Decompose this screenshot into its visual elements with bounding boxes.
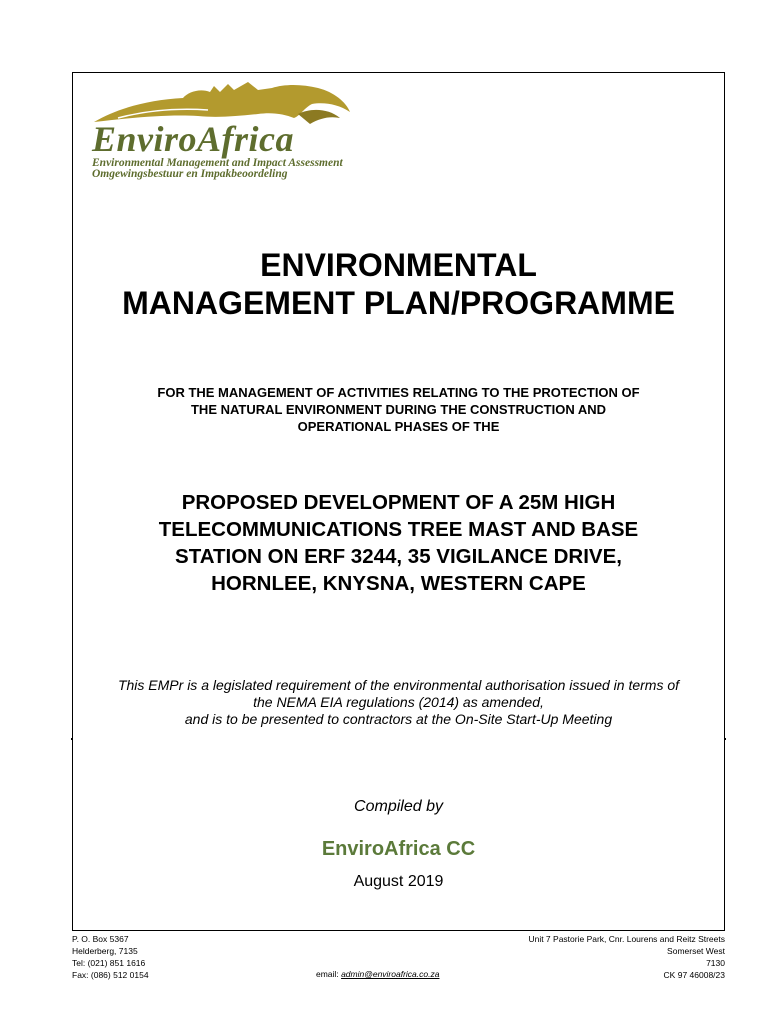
footer-line: Fax: (086) 512 0154 [72, 970, 149, 980]
project-description [72, 489, 725, 597]
legal-line: This EMPr is a legislated requirement of the environmental authorisation issued in terms of [117, 677, 680, 693]
subtitle-line: OPERATIONAL PHASES OF THE [297, 419, 500, 434]
subtitle-line: FOR THE MANAGEMENT OF ACTIVITIES RELATING TO THE PROTECTION OF [157, 385, 640, 400]
project-line: HORNLEE, KNYSNA, WESTERN CAPE [211, 572, 586, 595]
compiled-by-label: Compiled by [354, 798, 443, 815]
footer-line: CK 97 46008/23 [663, 970, 725, 980]
project-line: PROPOSED DEVELOPMENT OF A 25M HIGH [181, 491, 616, 514]
project-line: TELECOMMUNICATIONS TREE MAST AND BASE [158, 518, 639, 541]
logo-tagline-english: Environmental Management and Impact Assessment [92, 157, 343, 169]
email-label: email: [316, 969, 339, 979]
logo-wordmark: EnviroAfrica [92, 119, 295, 159]
footer-email [316, 969, 439, 979]
document-title [72, 246, 725, 322]
document-subtitle [72, 384, 725, 435]
footer-line: Helderberg, 7135 [72, 946, 138, 956]
project-line: STATION ON ERF 3244, 35 VIGILANCE DRIVE, [175, 545, 622, 568]
footer-line: 7130 [706, 958, 725, 968]
subtitle-line: THE NATURAL ENVIRONMENT DURING THE CONSTRUCTION AND [190, 402, 607, 417]
margin-mark [724, 738, 726, 740]
footer-postal-address [72, 933, 149, 981]
margin-mark [71, 738, 73, 740]
footer-line: Unit 7 Pastorie Park, Cnr. Lourens and Reitz Streets [528, 934, 725, 944]
legal-notice [72, 677, 725, 728]
footer-line: Tel: (021) 851 1616 [72, 958, 146, 968]
footer-street-address [528, 933, 725, 981]
title-line: ENVIRONMENTAL [260, 247, 537, 283]
email-link[interactable]: admin@enviroafrica.co.za [341, 969, 440, 979]
title-line: MANAGEMENT PLAN/PROGRAMME [122, 285, 675, 321]
company-name: EnviroAfrica CC [321, 838, 476, 860]
logo-tagline-afrikaans: Omgewingsbestuur en Impakbeoordeling [92, 168, 288, 180]
document-date: August 2019 [353, 873, 444, 890]
footer-line: P. O. Box 5367 [72, 934, 129, 944]
legal-line: the NEMA EIA regulations (2014) as amended, [253, 694, 544, 710]
legal-line: and is to be presented to contractors at the On-Site Start-Up Meeting [184, 711, 613, 727]
footer-line: Somerset West [667, 946, 725, 956]
